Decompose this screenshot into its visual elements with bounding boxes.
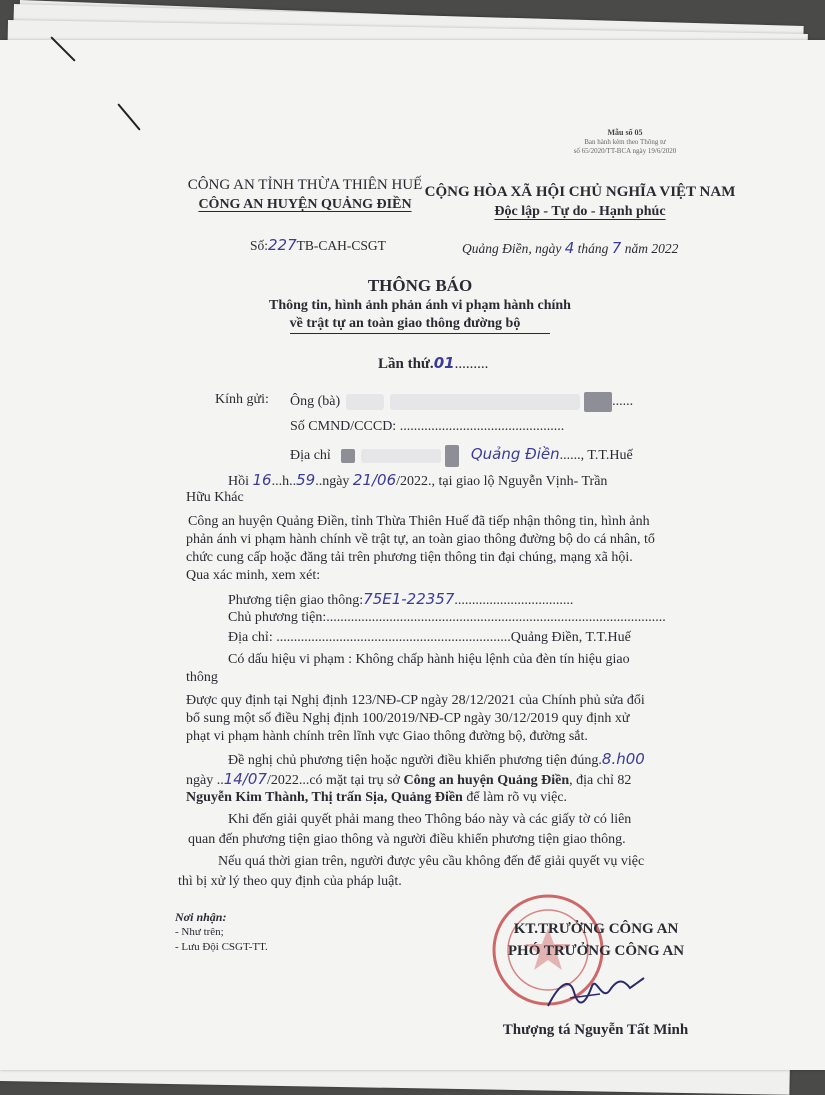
signature-title-2: PHÓ TRƯỞNG CÔNG AN — [507, 943, 685, 959]
recipient-item: - Như trên; — [175, 926, 224, 938]
handwritten-number: 227 — [268, 236, 297, 254]
addressee-name: Ông (bà) ...... — [290, 392, 633, 412]
owner-line: Chủ phương tiện:................................................................................................. — [228, 610, 666, 625]
instruction-text: Khi đến giải quyết phải mang theo Thông báo này và các giấy tờ có liên — [228, 812, 632, 827]
request-line: ngày ..14/07/2022...có mặt tại trụ sở Công an huyện Quảng Điền, địa chỉ 82 — [186, 770, 632, 788]
signature-block — [486, 918, 706, 962]
national-header — [420, 182, 740, 222]
agency-name: CÔNG AN HUYỆN QUẢNG ĐIỀN — [198, 197, 412, 212]
body-paragraph: chức cung cấp hoặc đăng tải trên phương tiện thông tin đại chúng, mạng xã hội. — [186, 550, 633, 565]
agency-header — [160, 176, 450, 214]
motto: Độc lập - Tự do - Hạnh phúc — [494, 204, 666, 219]
incident-time: Hồi 16...h..59..ngày 21/06/2022., tại giao lộ Nguyễn Vịnh- Trần — [228, 471, 608, 489]
violation-text: Có dấu hiệu vi phạm : Không chấp hành hiệu lệnh của đèn tín hiệu giao — [228, 652, 630, 667]
instruction-text: quan đến phương tiện giao thông và người điều khiển phương tiện giao thông. — [188, 832, 626, 847]
request-line: Đề nghị chủ phương tiện hoặc người điều khiển phương tiện đúng.8.h00 — [228, 750, 645, 768]
document-date: Quảng Điền, ngày 4 tháng 7 năm 2022 — [462, 239, 679, 257]
signer-name: Thượng tá Nguyễn Tất Minh — [502, 1022, 689, 1038]
instruction-text: thì bị xử lý theo quy định của pháp luật. — [178, 874, 402, 889]
recipient-item: - Lưu Đội CSGT-TT. — [175, 941, 268, 953]
violation-text: thông — [186, 670, 218, 685]
owner-address-line: Địa chỉ: ...................................................................Quảng Điền, T.T.Huế — [228, 630, 631, 645]
regulation-text: Được quy định tại Nghị định 123/NĐ-CP ngày 28/12/2021 của Chính phủ sửa đổi — [186, 693, 645, 708]
regulation-text: phạt vi phạm hành chính trên lĩnh vực Giao thông đường bộ, đường sắt. — [186, 729, 588, 744]
vehicle-line: Phương tiện giao thông:75E1-22357.................................. — [228, 590, 574, 608]
incident-location-cont: Hữu Khác — [186, 490, 244, 505]
addressee-address: Địa chỉ Quảng Điền......, T.T.Huế — [290, 445, 633, 467]
regulation-text: bổ sung một số điều Nghị định 100/2019/NĐ-CP ngày 30/12/2019 quy định xử — [186, 711, 630, 726]
body-paragraph: Công an huyện Quảng Điền, tỉnh Thừa Thiên Huế đã tiếp nhận thông tin, hình ảnh — [188, 514, 650, 529]
agency-parent: CÔNG AN TỈNH THỪA THIÊN HUẾ — [187, 177, 423, 193]
document-title: THÔNG BÁO — [367, 276, 473, 295]
document-subtitle-1: Thông tin, hình ảnh phản ánh vi phạm hành chính — [269, 298, 571, 313]
form-number-note: Mẫu số 05 Ban hành kèm theo Thông tư số 65/2020/TT-BCA ngày 19/6/2020 — [573, 128, 677, 155]
signature-title-1: KT.TRƯỞNG CÔNG AN — [513, 921, 679, 937]
attempt-number: Lần thứ.01......... — [378, 354, 489, 372]
vehicle-plate: 75E1-22357 — [363, 590, 455, 608]
redacted-name — [584, 392, 612, 412]
document-number: Số:227TB-CAH-CSGT — [250, 236, 386, 254]
instruction-text: Nếu quá thời gian trên, người được yêu cầu không đến để giải quyết vụ việc — [218, 854, 645, 869]
body-paragraph: Qua xác minh, xem xét: — [186, 568, 321, 583]
document-subtitle-2: về trật tự an toàn giao thông đường bộ — [205, 316, 635, 332]
request-address-line: Nguyễn Kim Thành, Thị trấn Sịa, Quảng Điền để làm rõ vụ việc. — [186, 790, 568, 805]
handwritten-signature — [540, 972, 650, 1012]
country-name: CỘNG HÒA XÃ HỘI CHỦ NGHĨA VIỆT NAM — [424, 184, 736, 200]
body-paragraph: phản ánh vi phạm hành chính về trật tự, an toàn giao thông đường bộ do cá nhân, tổ — [186, 532, 655, 547]
recipients-heading: Nơi nhận: — [175, 910, 227, 924]
addressee-label: Kính gửi: — [215, 392, 269, 407]
addressee-id: Số CMND/CCCD: ............................................... — [290, 419, 565, 434]
recipients-block — [175, 910, 268, 955]
